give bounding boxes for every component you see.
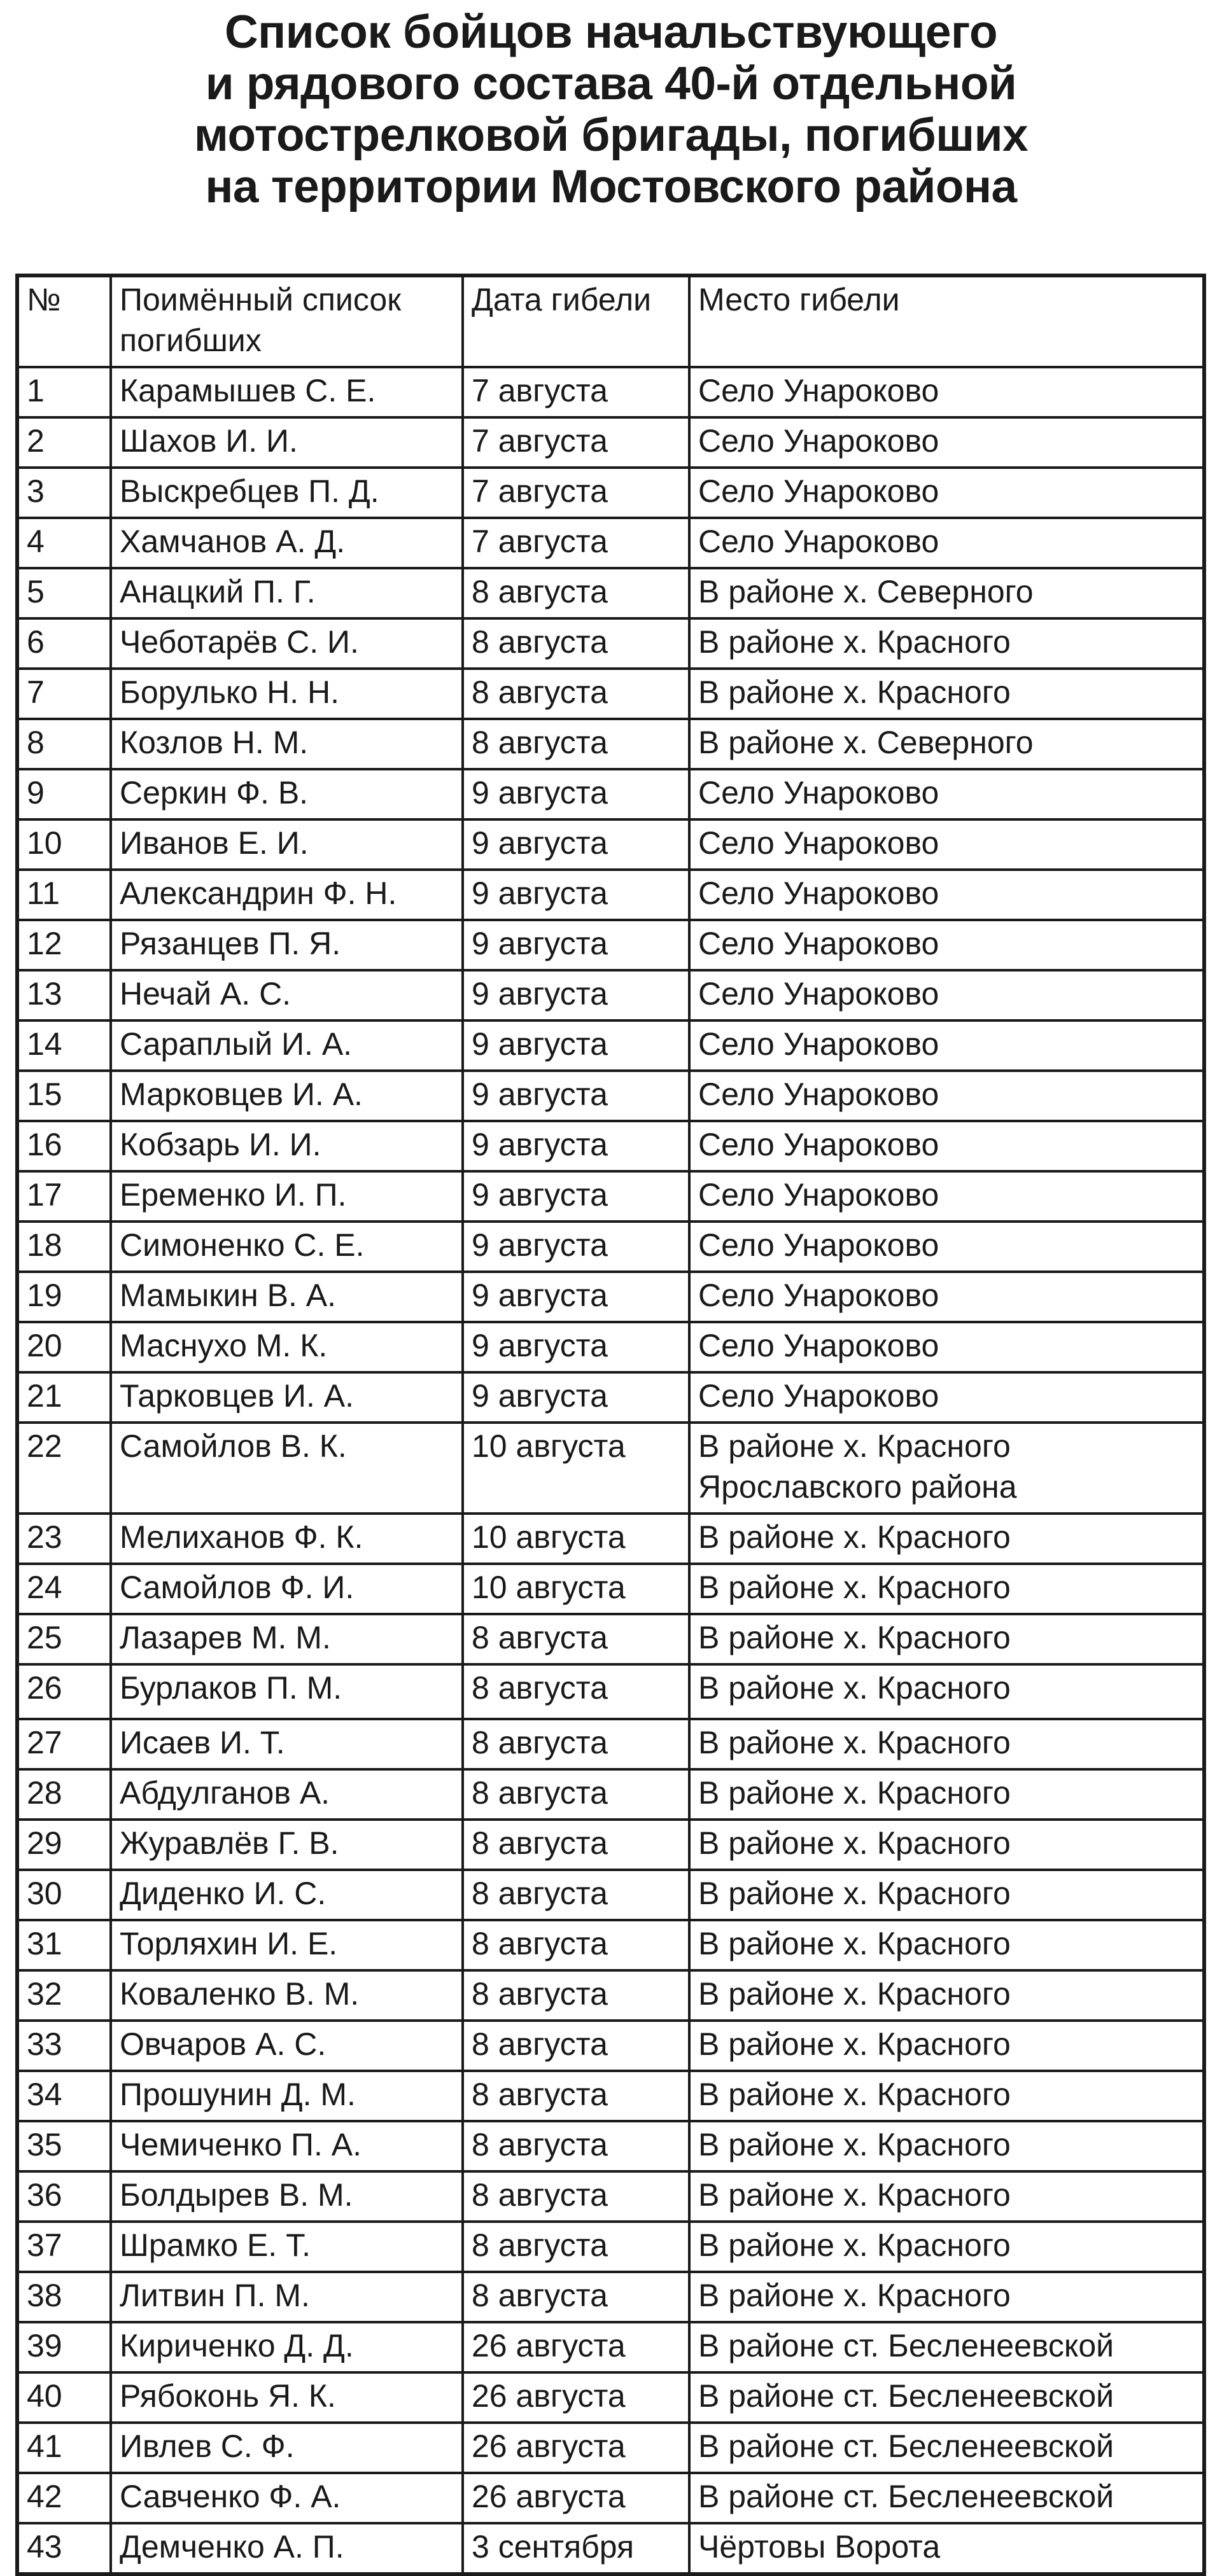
row-name: Болдырев В. М. [111, 2171, 463, 2222]
title-line: Список бойцов начальствующего [224, 6, 998, 58]
row-date: 8 августа [463, 1820, 689, 1870]
table-row [17, 518, 1204, 568]
row-place: В районе х. Красного [689, 1664, 1204, 1719]
table-row [17, 2272, 1204, 2322]
row-date: 7 августа [463, 367, 689, 417]
table-row [17, 417, 1204, 468]
row-date: 7 августа [463, 468, 689, 518]
table-row [17, 2121, 1204, 2171]
table-row [17, 1564, 1204, 1614]
row-name: Прошунин Д. М. [111, 2071, 463, 2121]
row-name: Литвин П. М. [111, 2272, 463, 2322]
row-number: 36 [17, 2171, 111, 2222]
table-row [17, 1020, 1204, 1071]
row-date: 26 августа [463, 2322, 689, 2372]
row-place: Село Унароково [689, 468, 1204, 518]
table-row [17, 568, 1204, 618]
row-number: 42 [17, 2473, 111, 2523]
row-name: Выскребцев П. Д. [111, 468, 463, 518]
row-place: Село Унароково [689, 769, 1204, 819]
row-number: 22 [17, 1423, 111, 1514]
row-date: 9 августа [463, 819, 689, 870]
table-row [17, 1614, 1204, 1664]
row-name: Мамыкин В. А. [111, 1272, 463, 1322]
table-row [17, 1423, 1204, 1514]
row-date: 9 августа [463, 870, 689, 920]
row-place: В районе х. Красного [689, 1970, 1204, 2021]
table-row [17, 719, 1204, 769]
row-name: Симоненко С. Е. [111, 1222, 463, 1272]
row-number: 16 [17, 1121, 111, 1171]
table-row [17, 1769, 1204, 1820]
row-name: Кобзарь И. И. [111, 1121, 463, 1171]
row-name: Коваленко В. М. [111, 1970, 463, 2021]
row-name: Серкин Ф. В. [111, 769, 463, 819]
row-number: 7 [17, 669, 111, 719]
table-row [17, 870, 1204, 920]
row-place: В районе х. Красного [689, 2171, 1204, 2222]
row-name: Исаев И. Т. [111, 1719, 463, 1769]
table-row [17, 1514, 1204, 1564]
row-name: Чемиченко П. А. [111, 2121, 463, 2171]
row-place: В районе х. Красного [689, 1719, 1204, 1769]
table-row [17, 1322, 1204, 1372]
row-place: В районе х. Красного [689, 618, 1204, 669]
row-date: 3 сентября [463, 2523, 689, 2574]
row-number: 28 [17, 1769, 111, 1820]
row-date: 9 августа [463, 1121, 689, 1171]
header-row [17, 275, 1204, 367]
table-body [17, 367, 1204, 2574]
row-number: 35 [17, 2121, 111, 2171]
table-row [17, 618, 1204, 669]
table-row [17, 2171, 1204, 2222]
row-date: 8 августа [463, 1614, 689, 1664]
row-date: 8 августа [463, 2272, 689, 2322]
row-place: В районе х. Красного [689, 1564, 1204, 1614]
row-name: Демченко А. П. [111, 2523, 463, 2574]
table-row [17, 1664, 1204, 1719]
row-number: 8 [17, 719, 111, 769]
table-row [17, 669, 1204, 719]
row-date: 9 августа [463, 1171, 689, 1222]
row-place: В районе х. Красного [689, 1514, 1204, 1564]
row-name: Рябоконь Я. К. [111, 2372, 463, 2423]
table-row [17, 1372, 1204, 1423]
row-date: 8 августа [463, 1769, 689, 1820]
table-row [17, 1272, 1204, 1322]
row-place: В районе х. Красного [689, 2071, 1204, 2121]
row-date: 9 августа [463, 1372, 689, 1423]
casualty-table [15, 274, 1206, 2576]
row-place: В районе х. Красного [689, 1820, 1204, 1870]
row-name: Самойлов В. К. [111, 1423, 463, 1514]
row-number: 10 [17, 819, 111, 870]
row-place: Село Унароково [689, 1020, 1204, 1071]
row-number: 17 [17, 1171, 111, 1222]
row-name: Абдулганов А. [111, 1769, 463, 1820]
row-name: Козлов Н. М. [111, 719, 463, 769]
row-number: 37 [17, 2222, 111, 2272]
row-date: 9 августа [463, 769, 689, 819]
table-row [17, 2021, 1204, 2071]
header-name-list: Поимённый список погибших [111, 275, 463, 367]
row-number: 13 [17, 970, 111, 1020]
row-number: 4 [17, 518, 111, 568]
row-place: Село Унароково [689, 417, 1204, 468]
row-date: 9 августа [463, 1020, 689, 1071]
table-row [17, 1222, 1204, 1272]
table-row [17, 1171, 1204, 1222]
row-date: 7 августа [463, 518, 689, 568]
row-name: Сараплый И. А. [111, 1020, 463, 1071]
table-row [17, 970, 1204, 1020]
row-number: 40 [17, 2372, 111, 2423]
row-place: Село Унароково [689, 367, 1204, 417]
table-row [17, 2372, 1204, 2423]
row-number: 41 [17, 2423, 111, 2473]
row-date: 8 августа [463, 2222, 689, 2272]
header-date: Дата гибели [463, 275, 689, 367]
row-name: Еременко И. П. [111, 1171, 463, 1222]
table-row [17, 1920, 1204, 1970]
row-number: 27 [17, 1719, 111, 1769]
row-number: 26 [17, 1664, 111, 1719]
row-name: Маснухо М. К. [111, 1322, 463, 1372]
row-name: Кириченко Д. Д. [111, 2322, 463, 2372]
row-date: 8 августа [463, 669, 689, 719]
row-place: В районе х. Красного [689, 2121, 1204, 2171]
row-number: 31 [17, 1920, 111, 1970]
row-name: Самойлов Ф. И. [111, 1564, 463, 1614]
table-row [17, 920, 1204, 970]
row-number: 6 [17, 618, 111, 669]
row-date: 8 августа [463, 618, 689, 669]
row-place: Чёртовы Ворота [689, 2523, 1204, 2574]
row-number: 24 [17, 1564, 111, 1614]
row-number: 14 [17, 1020, 111, 1071]
row-name: Иванов Е. И. [111, 819, 463, 870]
table-header [17, 275, 1204, 367]
row-date: 9 августа [463, 1071, 689, 1121]
row-number: 11 [17, 870, 111, 920]
table-row [17, 2222, 1204, 2272]
table-row [17, 1719, 1204, 1769]
row-date: 8 августа [463, 1719, 689, 1769]
row-name: Савченко Ф. А. [111, 2473, 463, 2523]
row-place: Село Унароково [689, 1121, 1204, 1171]
table-row [17, 2523, 1204, 2574]
row-number: 34 [17, 2071, 111, 2121]
row-date: 26 августа [463, 2372, 689, 2423]
row-name: Марковцев И. А. [111, 1071, 463, 1121]
row-date: 8 августа [463, 719, 689, 769]
row-place: Село Унароково [689, 1171, 1204, 1222]
row-date: 26 августа [463, 2423, 689, 2473]
row-date: 10 августа [463, 1423, 689, 1514]
table-row [17, 1870, 1204, 1920]
row-place: Село Унароково [689, 819, 1204, 870]
row-number: 21 [17, 1372, 111, 1423]
row-date: 9 августа [463, 1222, 689, 1272]
row-place: В районе х. Красного [689, 2272, 1204, 2322]
row-place: В районе ст. Бесленеевской [689, 2473, 1204, 2523]
row-place: В районе х. Красного [689, 2222, 1204, 2272]
row-number: 25 [17, 1614, 111, 1664]
row-name: Борулько Н. Н. [111, 669, 463, 719]
row-number: 32 [17, 1970, 111, 2021]
row-number: 12 [17, 920, 111, 970]
row-date: 8 августа [463, 1870, 689, 1920]
row-place: Село Унароково [689, 518, 1204, 568]
row-name: Шахов И. И. [111, 417, 463, 468]
row-date: 7 августа [463, 417, 689, 468]
row-date: 8 августа [463, 2021, 689, 2071]
table-row [17, 1071, 1204, 1121]
table-row [17, 2473, 1204, 2523]
row-date: 8 августа [463, 1970, 689, 2021]
row-name: Хамчанов А. Д. [111, 518, 463, 568]
row-place: Село Унароково [689, 1272, 1204, 1322]
row-name: Овчаров А. С. [111, 2021, 463, 2071]
row-place: Село Унароково [689, 920, 1204, 970]
header-place: Место гибели [689, 275, 1204, 367]
table-row [17, 468, 1204, 518]
row-number: 3 [17, 468, 111, 518]
row-date: 9 августа [463, 970, 689, 1020]
row-name: Карамышев С. Е. [111, 367, 463, 417]
title-line: мотострелковой бригады, погибших [193, 109, 1029, 161]
row-name: Мелиханов Ф. К. [111, 1514, 463, 1564]
row-place: В районе ст. Бесленеевской [689, 2322, 1204, 2372]
row-date: 8 августа [463, 2121, 689, 2171]
row-date: 8 августа [463, 1920, 689, 1970]
table-row [17, 819, 1204, 870]
row-name: Ивлев С. Ф. [111, 2423, 463, 2473]
table-row [17, 2322, 1204, 2372]
row-number: 18 [17, 1222, 111, 1272]
row-name: Шрамко Е. Т. [111, 2222, 463, 2272]
row-date: 8 августа [463, 568, 689, 618]
row-number: 43 [17, 2523, 111, 2574]
title-line: и рядового состава 40-й отдельной [205, 58, 1017, 109]
row-place: Село Унароково [689, 1071, 1204, 1121]
row-number: 38 [17, 2272, 111, 2322]
row-date: 8 августа [463, 2171, 689, 2222]
row-place: В районе х. Красного [689, 1614, 1204, 1664]
row-name: Журавлёв Г. В. [111, 1820, 463, 1870]
row-place: Село Унароково [689, 870, 1204, 920]
document-title [0, 0, 1222, 251]
table-row [17, 2423, 1204, 2473]
table-row [17, 2071, 1204, 2121]
row-number: 23 [17, 1514, 111, 1564]
row-place: В районе х. Красного [689, 669, 1204, 719]
row-date: 9 августа [463, 920, 689, 970]
row-name: Бурлаков П. М. [111, 1664, 463, 1719]
row-place: В районе ст. Бесленеевской [689, 2372, 1204, 2423]
row-name: Тарковцев И. А. [111, 1372, 463, 1423]
row-name: Лазарев М. М. [111, 1614, 463, 1664]
row-name: Александрин Ф. Н. [111, 870, 463, 920]
row-place: В районе х. Северного [689, 719, 1204, 769]
row-place: В районе х. Красного [689, 2021, 1204, 2071]
row-name: Торляхин И. Е. [111, 1920, 463, 1970]
row-place: В районе х. Красного [689, 1870, 1204, 1920]
row-number: 1 [17, 367, 111, 417]
row-place: Село Унароково [689, 1222, 1204, 1272]
row-date: 8 августа [463, 1664, 689, 1719]
table-row [17, 1970, 1204, 2021]
table-row [17, 1820, 1204, 1870]
row-date: 10 августа [463, 1514, 689, 1564]
row-date: 26 августа [463, 2473, 689, 2523]
row-date: 8 августа [463, 2071, 689, 2121]
table-row [17, 769, 1204, 819]
row-name: Анацкий П. Г. [111, 568, 463, 618]
row-number: 33 [17, 2021, 111, 2071]
row-name: Рязанцев П. Я. [111, 920, 463, 970]
table-row [17, 367, 1204, 417]
row-place: В районе х. Северного [689, 568, 1204, 618]
header-number: № [17, 275, 111, 367]
row-number: 15 [17, 1071, 111, 1121]
table-row [17, 1121, 1204, 1171]
row-place: Село Унароково [689, 1372, 1204, 1423]
row-name: Чеботарёв С. И. [111, 618, 463, 669]
row-name: Диденко И. С. [111, 1870, 463, 1920]
row-number: 2 [17, 417, 111, 468]
row-number: 19 [17, 1272, 111, 1322]
row-place: В районе х. Красного Ярославского района [689, 1423, 1204, 1514]
row-number: 9 [17, 769, 111, 819]
row-number: 39 [17, 2322, 111, 2372]
row-date: 9 августа [463, 1322, 689, 1372]
row-number: 30 [17, 1870, 111, 1920]
row-name: Нечай А. С. [111, 970, 463, 1020]
row-place: В районе ст. Бесленеевской [689, 2423, 1204, 2473]
row-number: 20 [17, 1322, 111, 1372]
row-date: 9 августа [463, 1272, 689, 1322]
row-number: 5 [17, 568, 111, 618]
row-place: Село Унароково [689, 970, 1204, 1020]
row-number: 29 [17, 1820, 111, 1870]
row-date: 10 августа [463, 1564, 689, 1614]
row-place: В районе х. Красного [689, 1920, 1204, 1970]
row-place: Село Унароково [689, 1322, 1204, 1372]
title-line: на территории Мостовского района [205, 161, 1017, 212]
row-place: В районе х. Красного [689, 1769, 1204, 1820]
